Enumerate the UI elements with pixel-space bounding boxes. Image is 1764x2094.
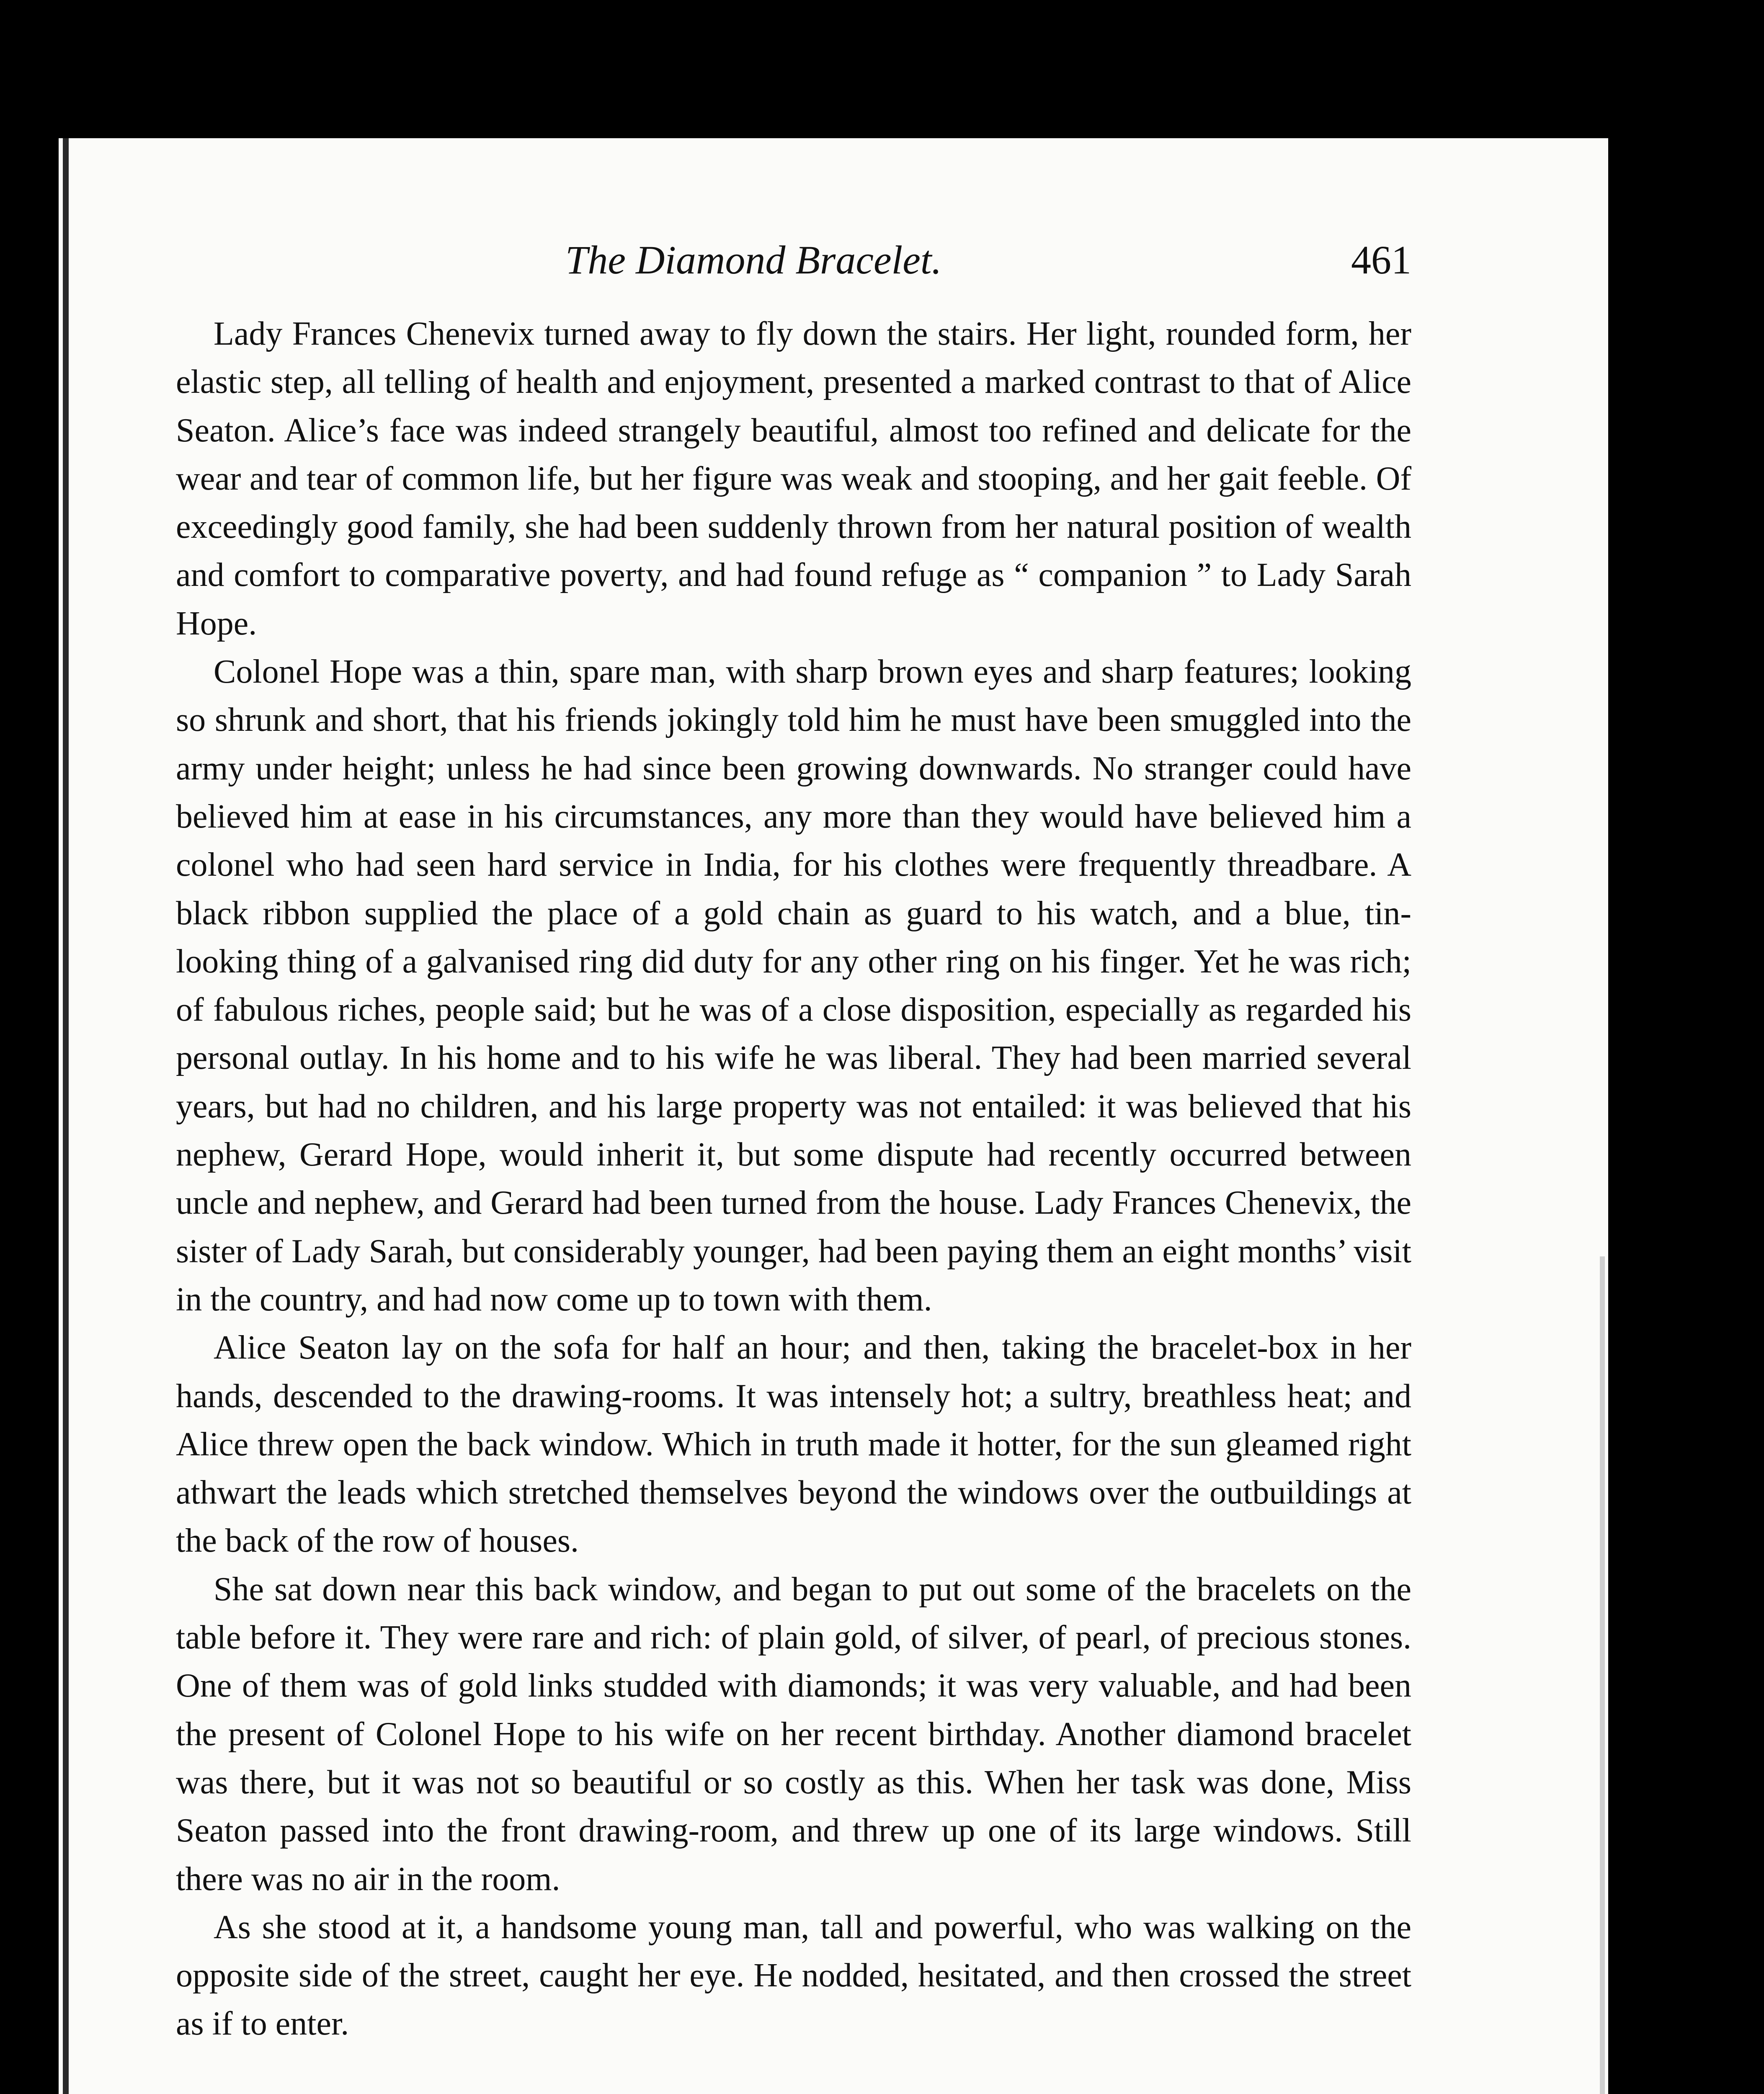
paragraph: She sat down near this back window, and began to put out some of the bracelets on the table before it. They were rare and rich: of plain gold, of silver, of pearl, of precious stones. One of them was of gold links studded with diamonds; it was very valuable, and had been the present of Colonel Hope to his wife on her recent birthday. Another diamond bracelet was there, but it was not so beautiful or so costly as this. When her task was done, Miss Seaton passed into the front drawing-room, and threw up one of its large windows. Still there was no air in the room. (176, 1570, 1411, 1898)
paragraph: Colonel Hope was a thin, spare man, with sharp brown eyes and sharp features; looking so shrunk and short, that his friends jokingly told him he must have been smuggled into the army under height; unless he had since been growing downwards. No stranger could have believed him at ease in his circumstances, any more than they would have believed him a colonel who had seen hard service in India, for his clothes were frequently threadbare. A black ribbon supplied the place of a gold chain as guard to his watch, and a blue, tin-looking thing of a galvanised ring did duty for any other ring on his finger. Yet he was rich; of fabulous riches, people said; but he was of a close disposition, especially as regarded his personal outlay. In his home and to his wife he was liberal. They had been married several years, but had no children, and his large property was not entailed: it was believed that his nephew, Gerard Hope, would inherit it, but some dispute had recently occurred between uncle and nephew, and Gerard had been turned from the house. Lady Frances Chenevix, the sister of Lady Sarah, but considerably younger, had been paying them an eight months’ visit in the country, and had now come up to town with them. (176, 653, 1411, 1318)
page-number: 461 (1351, 237, 1411, 282)
running-title: The Diamond Bracelet. (565, 237, 942, 282)
paragraph: Lady Frances Chenevix turned away to fly down the stairs. Her light, rounded form, her elastic step, all telling of health and enjoyment, presented a marked contrast to that of Alice Seaton. Alice’s face was indeed strangely beautiful, almost too refined and delicate for the wear and tear of common life, but her figure was weak and stooping, and her gait feeble. Of exceedingly good family, she had been suddenly thrown from her natural position of wealth and comfort to comparative poverty, and had found refuge as “ companion ” to Lady Sarah Hope. (176, 315, 1411, 642)
page-header (176, 228, 1411, 299)
page-right-edge (1600, 1256, 1605, 2094)
paragraph: Alice Seaton lay on the sofa for half an hour; and then, taking the bracelet-box in her hands, descended to the drawing-rooms. It was intensely hot; a sultry, breathless heat; and Alice threw open the back window. Which in truth made it hotter, for the sun gleamed right athwart the leads which stretched themselves beyond the windows over the outbuildings at the back of the row of houses. (176, 1329, 1411, 1560)
paragraph: As she stood at it, a handsome young man, tall and powerful, who was walking on the opposite side of the street, caught her eye. He nodded, hesitated, and then crossed the street as if to enter. (176, 1908, 1411, 2042)
page-gutter-edge (63, 138, 69, 2094)
body-text (176, 310, 1411, 2048)
